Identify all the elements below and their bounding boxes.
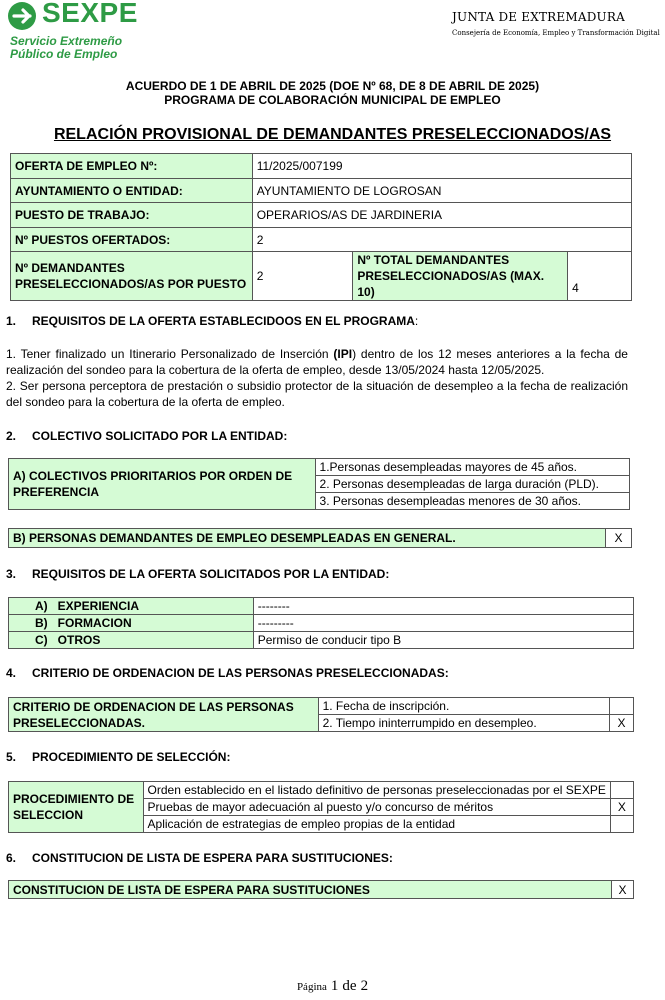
page-footer [0,977,665,995]
section-6-heading [6,851,393,865]
priority-label-line-2: PREFERENCIA [13,485,100,499]
junta-title: JUNTA DE EXTREMADURA [452,10,625,24]
ordering-criteria-table [8,697,634,732]
experience-label: A) EXPERIENCIA [9,598,254,615]
job-label: PUESTO DE TRABAJO: [11,203,253,228]
ordering-criterion: 1. Fecha de inscripción. [318,698,609,715]
section-2-heading [6,429,287,443]
page-title: RELACIÓN PROVISIONAL DE DEMANDANTES PRESELECCIONADOS/AS [53,126,612,143]
priority-item: 1.Personas desempleadas mayores de 45 años. [315,459,629,476]
entity-value: AYUNTAMIENTO DE LOGROSAN [252,179,631,203]
section-3-title: REQUISITOS DE LA OFERTA SOLICITADOS POR LA ENTIDAD: [32,567,390,581]
waiting-list-mark: X [612,881,634,899]
section-3-number: 3. [6,567,17,581]
selection-option-mark [610,782,633,799]
req-1-text-bold: (IPI [333,347,353,361]
section-5-title: PROCEDIMIENTO DE SELECCIÓN: [32,750,231,764]
others-value: Permiso de conducir tipo B [253,632,633,649]
waiting-list-label: CONSTITUCION DE LISTA DE ESPERA PARA SUSTITUCIONES [9,881,612,899]
selection-option: Aplicación de estrategias de empleo propias de la entidad [143,816,610,833]
per-post-value: 2 [252,252,353,301]
section-1-requirement-1 [6,346,628,378]
section-6-number: 6. [6,851,17,865]
footer-page-number: 1 [330,978,339,994]
offer-info-table [10,153,632,301]
heading-line-2: PROGRAMA DE COLABORACIÓN MUNICIPAL DE EMPLEO [164,93,501,107]
training-label: B) FORMACION [9,615,254,632]
training-value: --------- [253,615,633,632]
selection-label-line-1: PROCEDIMIENTO DE [13,792,135,806]
logo-subtitle-2: Público de Empleo [10,47,118,61]
ordering-criterion-mark [610,698,634,715]
section-1-requirement-2: 2. Ser persona perceptora de prestación o subsidio protector de la situación de desempleo a la fecha de realización del sondeo para la cobertura de la oferta de empleo. [6,379,628,409]
posts-value: 2 [252,228,631,252]
sexpe-logo-icon [7,1,37,31]
per-post-label-line-2: PRESELECCIONADOS/AS POR PUESTO [15,277,247,291]
heading-line-1: ACUERDO DE 1 DE ABRIL DE 2025 (DOE Nº 68, DE 8 DE ABRIL DE 2025) [125,79,540,93]
priority-groups-label [9,459,316,510]
priority-item: 2. Personas desempleadas de larga duración (PLD). [315,476,629,493]
section-5-heading [6,750,230,764]
section-3-heading [6,567,389,581]
job-value: OPERARIOS/AS DE JARDINERIA [252,203,631,228]
general-group-table [8,528,632,548]
logo-subtitle-1: Servicio Extremeño [10,34,123,48]
section-2-title: COLECTIVO SOLICITADO POR LA ENTIDAD: [32,429,288,443]
req-1-text-b: ) dentro de los 12 meses anteriores a la fecha de realización del sondeo para la cobertura de la oferta de empleo, desde 13/05/2024 hasta 12/05/2025. [6,347,628,377]
req-1-text-a: 1. Tener finalizado un Itinerario Personalizado de Inserción [6,347,334,361]
total-label [353,252,568,301]
selection-option-mark [610,816,633,833]
priority-item: 3. Personas desempleadas menores de 30 años. [315,493,629,510]
ordering-label-line-1: CRITERIO DE ORDENACION DE LAS PERSONAS [13,699,294,714]
selection-procedure-label [9,782,144,833]
section-1-heading [6,314,418,328]
selection-procedure-table [8,781,634,833]
section-1-title: REQUISITOS DE LA OFERTA ESTABLECIDOOS EN EL PROGRAMA [32,314,415,328]
selection-option-mark: X [610,799,633,816]
priority-label-line-1: A) COLECTIVOS PRIORITARIOS POR ORDEN DE [13,469,293,483]
footer-page-word: Página [296,981,327,993]
posts-label: Nº PUESTOS OFERTADOS: [11,228,253,252]
offer-label: OFERTA DE EMPLEO Nº: [11,154,253,179]
total-label-line-1: Nº TOTAL DEMANDANTES [357,253,510,267]
ordering-criteria-label [9,698,319,732]
section-2-number: 2. [6,429,17,443]
sexpe-logo [4,0,164,62]
per-post-label [11,252,253,301]
waiting-list-table [8,880,634,899]
ordering-criterion: 2. Tiempo ininterrumpido en desempleo. [318,715,609,732]
general-group-mark: X [606,529,632,548]
requirements-table [8,597,634,649]
entity-label: AYUNTAMIENTO O ENTIDAD: [11,179,253,203]
junta-header [452,10,660,37]
section-4-heading [6,666,449,680]
junta-subtitle: Consejería de Economía, Empleo y Transformación Digital [452,29,660,37]
footer-of-word: de [342,978,357,994]
per-post-label-line-1: Nº DEMANDANTES [15,261,125,275]
ordering-criterion-mark: X [610,715,634,732]
general-group-label: B) PERSONAS DEMANDANTES DE EMPLEO DESEMPLEADAS EN GENERAL. [9,529,606,548]
selection-label-line-2: SELECCION [13,808,84,822]
footer-total-pages: 2 [360,978,369,994]
selection-option: Pruebas de mayor adecuación al puesto y/o concurso de méritos [143,799,610,816]
section-1-number: 1. [6,314,17,328]
experience-value: -------- [253,598,633,615]
logo-text: SEXPE [42,0,138,28]
section-4-number: 4. [6,666,17,680]
selection-option: Orden establecido en el listado definitivo de personas preseleccionadas por el SEXPE [143,782,610,799]
section-6-title: CONSTITUCION DE LISTA DE ESPERA PARA SUSTITUCIONES: [32,851,393,865]
total-value: 4 [568,252,632,301]
ordering-label-line-2: PRESELECCIONADAS. [13,715,146,730]
priority-groups-table [8,458,630,510]
section-1-colon: : [414,314,419,328]
others-label: C) OTROS [9,632,254,649]
section-4-title: CRITERIO DE ORDENACION DE LAS PERSONAS PRESELECCIONADAS: [32,666,449,680]
total-label-line-2: PRESELECCIONADOS/AS (MAX. 10) [357,269,545,299]
offer-value: 11/2025/007199 [252,154,631,179]
section-5-number: 5. [6,750,17,764]
